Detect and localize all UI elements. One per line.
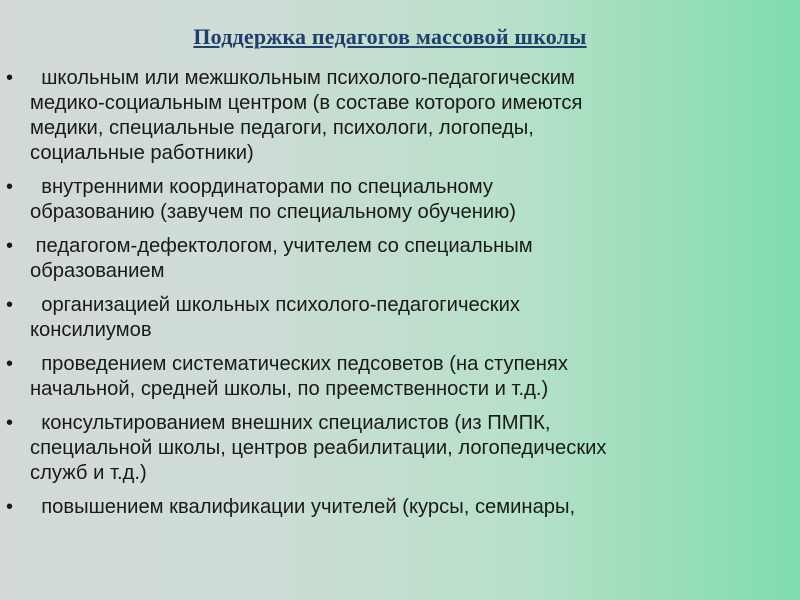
- bullet-text: [30, 66, 582, 166]
- bullet-icon: •: [6, 496, 14, 518]
- text-line: консилиумов: [30, 319, 152, 341]
- text-line: служб и т.д.): [30, 462, 147, 484]
- list-item: [6, 411, 796, 486]
- bullet-text: [30, 293, 520, 343]
- list-item: [6, 66, 796, 166]
- text-line: специальной школы, центров реабилитации, логопедических: [30, 437, 607, 459]
- bullet-list: [6, 66, 796, 529]
- bullet-icon: •: [6, 67, 14, 89]
- list-item: [6, 234, 796, 284]
- bullet-icon: •: [6, 412, 14, 434]
- bullet-text: [30, 234, 533, 284]
- bullet-text: [30, 175, 516, 225]
- list-item: [6, 175, 796, 225]
- text-line: внутренними координаторами по специальному: [30, 176, 493, 198]
- bullet-icon: •: [6, 294, 14, 316]
- list-item: [6, 352, 796, 402]
- text-line: образованию (завучем по специальному обучению): [30, 201, 517, 223]
- bullet-icon: •: [6, 353, 14, 375]
- text-line: повышением квалификации учителей (курсы, семинары,: [30, 496, 576, 518]
- list-item: [6, 495, 796, 520]
- text-line: медики, специальные педагоги, психологи, логопеды,: [30, 117, 534, 139]
- text-line: социальные работники): [30, 142, 254, 164]
- bullet-text: [30, 352, 568, 402]
- text-line: проведением систематических педсоветов (на ступенях: [30, 353, 568, 375]
- text-line: медико-социальным центром (в составе которого имеются: [30, 92, 583, 114]
- list-item: [6, 293, 796, 343]
- slide-title: Поддержка педагогов массовой школы: [193, 24, 587, 49]
- text-line: образованием: [30, 260, 165, 282]
- text-line: организацией школьных психолого-педагогических: [30, 294, 520, 316]
- bullet-text: [30, 495, 575, 520]
- bullet-text: [30, 411, 607, 486]
- text-line: школьным или межшкольным психолого-педагогическим: [30, 67, 575, 89]
- bullet-icon: •: [6, 235, 14, 257]
- text-line: консультированием внешних специалистов (из ПМПК,: [30, 412, 551, 434]
- text-line: начальной, средней школы, по преемственности и т.д.): [30, 378, 549, 400]
- text-line: педагогом-дефектологом, учителем со специальным: [30, 235, 533, 257]
- bullet-icon: •: [6, 176, 14, 198]
